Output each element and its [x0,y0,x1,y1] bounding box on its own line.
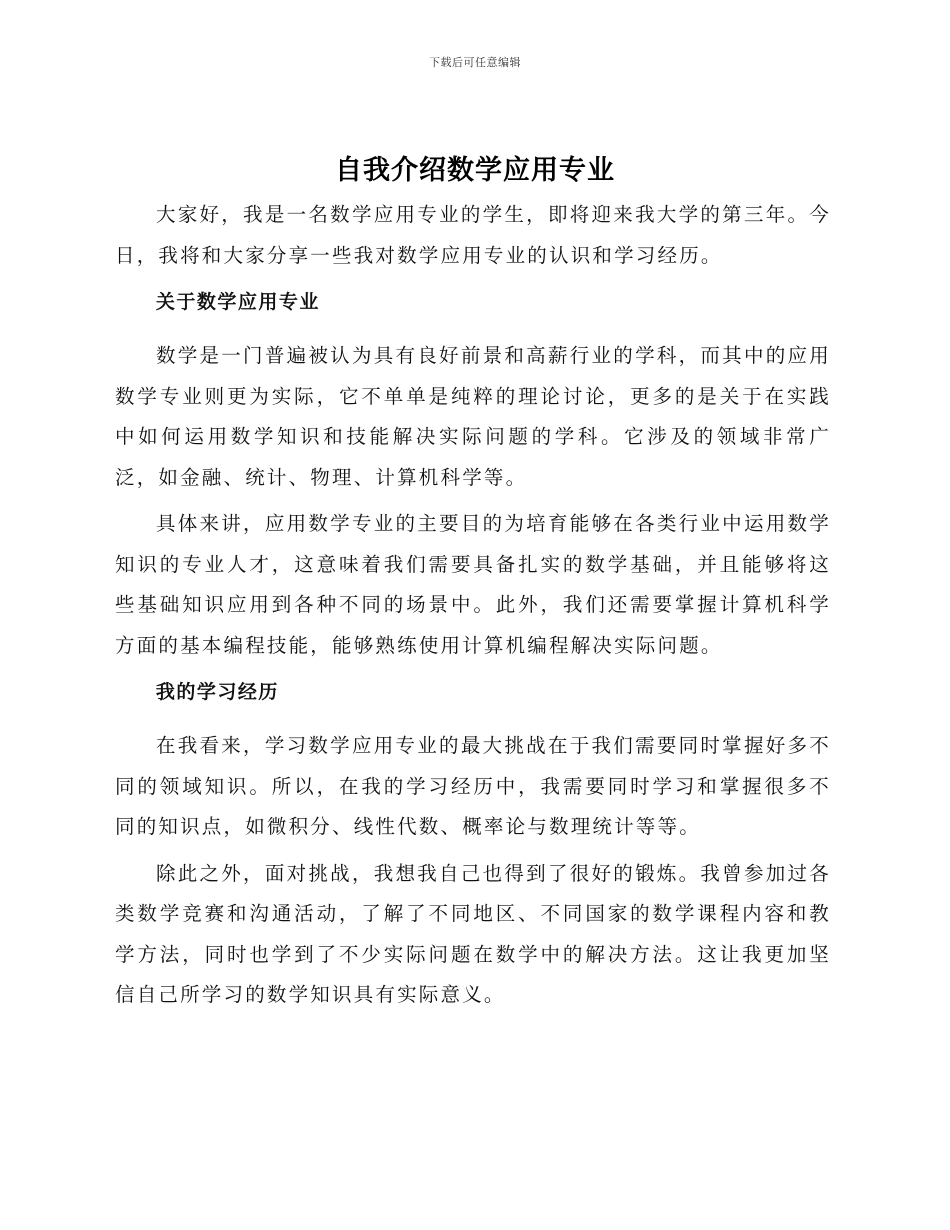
document-title: 自我介绍数学应用专业 [335,155,615,186]
section-paragraph: 具体来讲，应用数学专业的主要目的为培育能够在各类行业中运用数学知识的专业人才，这意味着我们需要具备扎实的数学基础，并且能够将这些基础知识应用到各种不同的场景中。此外，我们还需要掌握计算机科学方面的基本编程技能，能够熟练使用计算机编程解决实际问题。 [115,512,831,657]
section-heading-about-major: 关于数学应用专业 [155,291,320,313]
section-about-major [115,282,831,666]
document-body [115,195,831,1022]
section-heading-learning-experience: 我的学习经历 [155,681,279,703]
intro-paragraph: 大家好，我是一名数学应用专业的学生，即将迎来我大学的第三年。今日，我将和大家分享一些我对数学应用专业的认识和学习经历。 [115,203,831,267]
section-paragraph: 除此之外，面对挑战，我想我自己也得到了很好的锻炼。我曾参加过各类数学竞赛和沟通活动，了解了不同地区、不同国家的数学课程内容和教学方法，同时也学到了不少实际问题在数学中的解决方法。这让我更加坚信自己所学习的数学知识具有实际意义。 [115,861,831,1006]
section-paragraph: 在我看来，学习数学应用专业的最大挑战在于我们需要同时掌握好多不同的领域知识。所以，在我的学习经历中，我需要同时学习和掌握很多不同的知识点，如微积分、线性代数、概率论与数理统计等等。 [115,734,831,838]
section-learning-experience [115,672,831,1016]
header-note: 下载后可任意编辑 [429,56,521,69]
section-paragraph: 数学是一门普遍被认为具有良好前景和高薪行业的学科，而其中的应用数学专业则更为实际，它不单单是纯粹的理论讨论，更多的是关于在实践中如何运用数学知识和技能解决实际问题的学科。它涉及的领域非常广泛，如金融、统计、物理、计算机科学等。 [115,344,831,489]
